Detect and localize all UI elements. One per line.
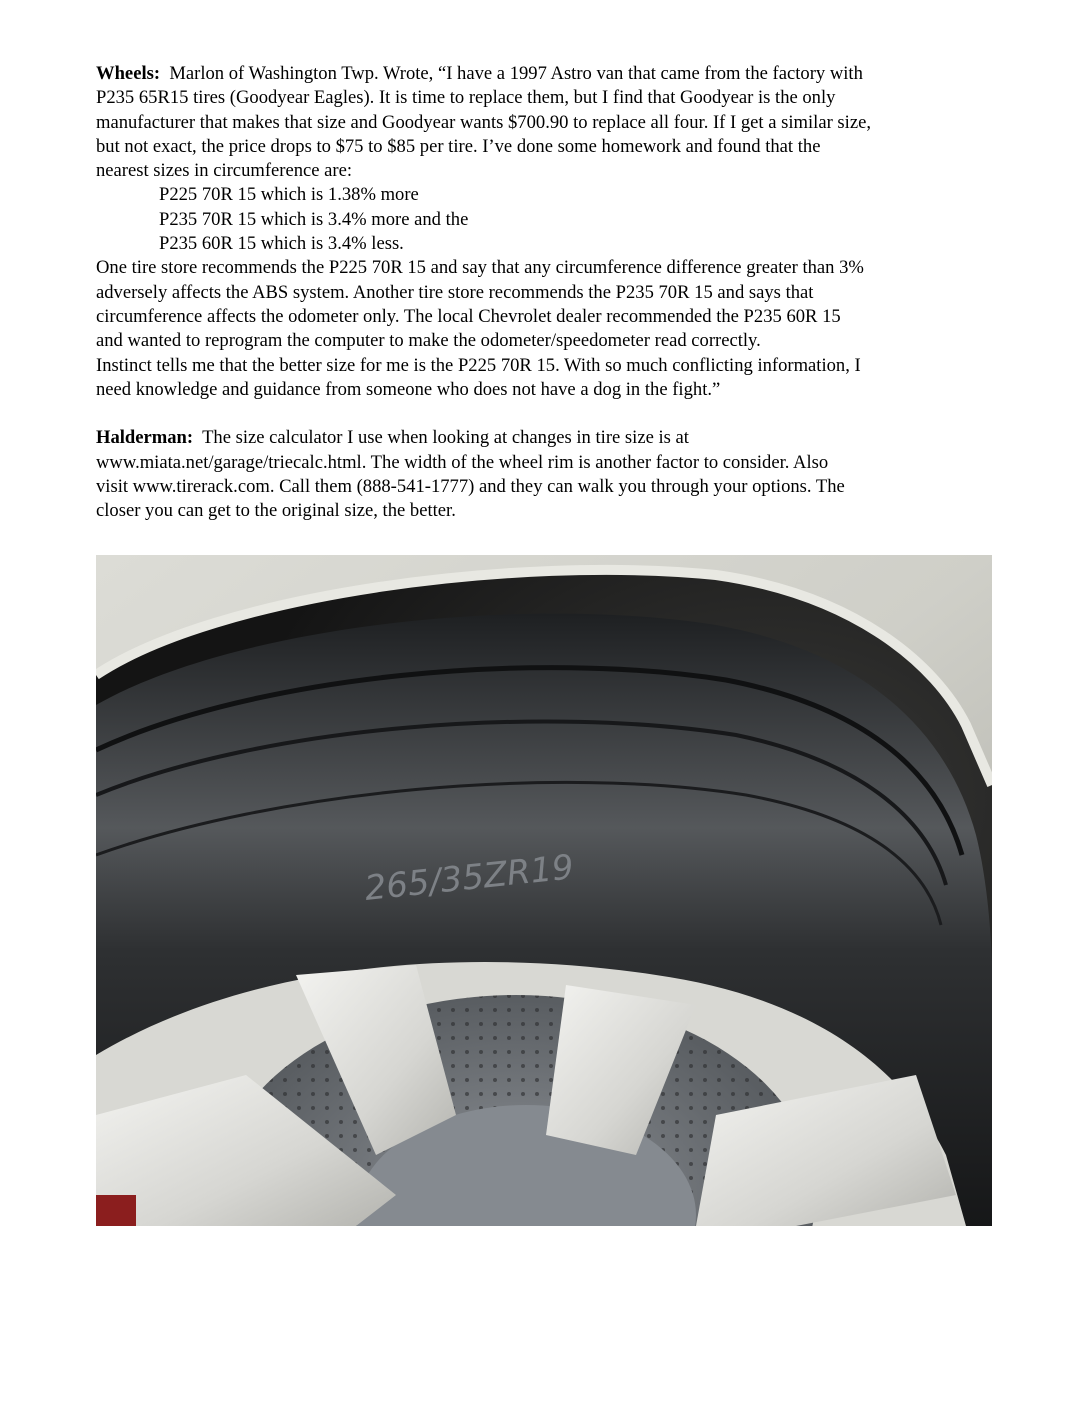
answer-line-1	[96, 426, 996, 450]
tire-wheel-illustration	[96, 555, 992, 1226]
question-line-5: nearest sizes in circumference are:	[96, 160, 353, 182]
tire-wheel-photo	[96, 555, 992, 1226]
question-line-6: One tire store recommends the P225 70R 15 and say that any circumference difference greater than 3%	[96, 257, 864, 279]
tire-size-option-2: P235 70R 15 which is 3.4% more and the	[159, 208, 469, 230]
brake-caliper	[96, 1195, 136, 1226]
answer-line-4: closer you can get to the original size, the better.	[96, 500, 456, 522]
question-line-8: circumference affects the odometer only. The local Chevrolet dealer recommended the P235 60R 15	[96, 305, 841, 327]
question-line-7: adversely affects the ABS system. Another tire store recommends the P235 70R 15 and says that	[96, 281, 814, 303]
paragraph-gap	[96, 402, 996, 426]
answer-line-3: visit www.tirerack.com. Call them (888-541-1777) and they can walk you through your options. The	[96, 476, 845, 498]
tire-size-option-3: P235 60R 15 which is 3.4% less.	[159, 233, 404, 255]
question-heading: Wheels:	[96, 63, 161, 84]
question-line-2: P235 65R15 tires (Goodyear Eagles). It is time to replace them, but I find that Goodyear is the only	[96, 87, 836, 109]
question-line-10: Instinct tells me that the better size for me is the P225 70R 15. With so much conflicting information, I	[96, 354, 861, 376]
question-text-1: Marlon of Washington Twp. Wrote, “I have a 1997 Astro van that came from the factory with	[169, 63, 863, 84]
article-text	[96, 62, 996, 524]
question-line-1	[96, 62, 996, 86]
answer-line-2: www.miata.net/garage/triecalc.html. The width of the wheel rim is another factor to consider. Also	[96, 451, 829, 473]
question-line-11: need knowledge and guidance from someone who does not have a dog in the fight.”	[96, 378, 721, 400]
question-line-9: and wanted to reprogram the computer to make the odometer/speedometer read correctly.	[96, 330, 761, 352]
tire-size-option-1: P225 70R 15 which is 1.38% more	[159, 184, 419, 206]
question-line-3: manufacturer that makes that size and Goodyear wants $700.90 to replace all four. If I get a similar size,	[96, 111, 871, 133]
answer-text-1: The size calculator I use when looking at changes in tire size is at	[202, 427, 689, 449]
sidewall-size-marking: 265/35ZR19	[362, 847, 576, 909]
question-line-4: but not exact, the price drops to $75 to $85 per tire. I’ve done some homework and found that the	[96, 135, 821, 157]
answer-heading: Halderman:	[96, 427, 194, 449]
